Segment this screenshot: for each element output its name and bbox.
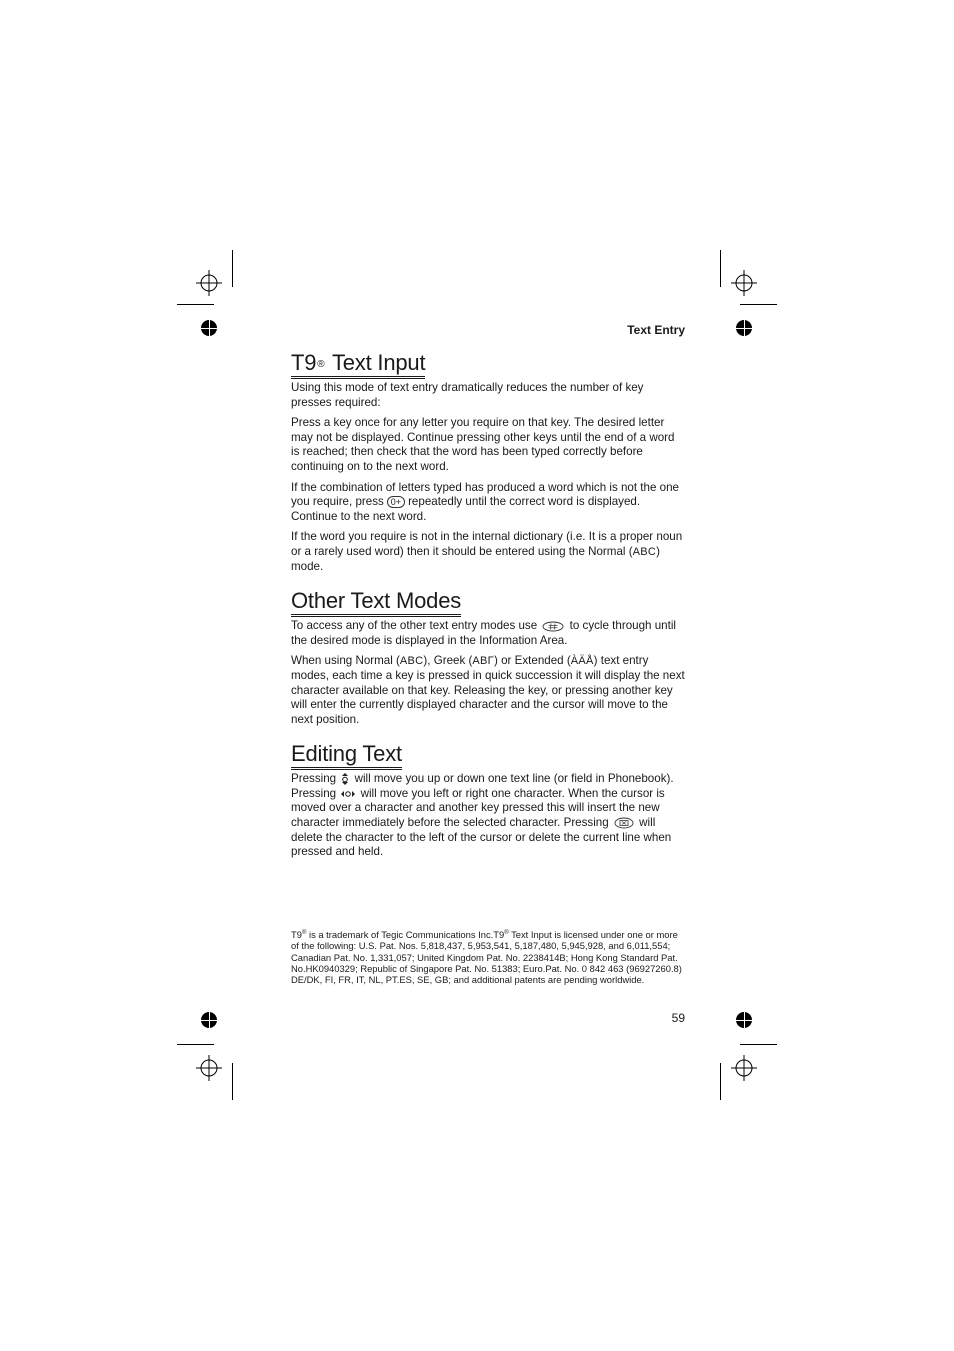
registration-target-icon <box>731 270 757 296</box>
extended-mode-icon: ÀÄÅ <box>570 655 594 668</box>
greek-mode-icon: ABΓ <box>472 655 495 668</box>
paragraph: When using Normal (ABC), Greek (ABΓ) or Extended (ÀÄÅ) text entry modes, each time a key is pressed in quick succession it will display the next character available on that key. Releasing the key, or pressing another key will enter the currently displayed character and the cursor will move to the next position. <box>291 654 685 726</box>
crop-mark <box>740 304 777 305</box>
page-number: 59 <box>671 1011 685 1025</box>
hash-key-icon <box>542 621 564 632</box>
abc-mode-icon: ABC <box>632 545 657 558</box>
page-content <box>291 350 685 866</box>
registration-dot-icon <box>736 320 752 336</box>
crop-mark <box>720 250 721 287</box>
registration-dot-icon <box>201 1012 217 1028</box>
registration-dot-icon <box>736 1012 752 1028</box>
crop-mark <box>720 1063 721 1100</box>
section-t9-text-input <box>291 350 685 574</box>
up-down-navigation-icon <box>341 773 349 785</box>
paragraph: Using this mode of text entry dramatically reduces the number of key presses required: <box>291 381 644 409</box>
crop-mark <box>232 1063 233 1100</box>
heading-t9-text-input: T9® Text Input <box>291 350 425 379</box>
abc-mode-icon: ABC <box>399 655 424 668</box>
section-editing-text <box>291 741 685 860</box>
registration-target-icon <box>196 1055 222 1081</box>
crop-mark <box>232 250 233 287</box>
paragraph: If the combination of letters typed has produced a word which is not the one you require, press 0+ repeatedly until the correct word is displayed. Continue to the next word. <box>291 480 679 523</box>
zero-plus-key-icon: 0+ <box>387 496 405 508</box>
crop-mark <box>740 1044 777 1045</box>
clear-key-icon <box>614 817 634 829</box>
paragraph: If the word you require is not in the internal dictionary (i.e. It is a proper noun or a rarely used word) then it should be entered using the Normal (ABC) mode. <box>291 530 683 573</box>
running-head: Text Entry <box>627 323 685 337</box>
footnote-trademark: T9® is a trademark of Tegic Communications Inc.T9® Text Input is licensed under one or more of the following: U.S. Pat. Nos. 5,818,437, 5,953,541, 5,187,480, 5,945,928, and 6,011,554; Canadian Pat. No. 1,331,057; United Kingdom Pat. No. 2238414B; Hong Kong Standard Pat. No.HK0940329; Republic of Singapore Pat. No. 51383; Euro.Pat. No. 0 842 463 (96927260.8) DE/DK, FI, FR, IT, NL, PT.ES, SE, GB; and additional patents are pending worldwide. <box>291 929 682 986</box>
heading-other-text-modes: Other Text Modes <box>291 588 461 617</box>
section-other-text-modes <box>291 588 685 727</box>
paragraph: To access any of the other text entry modes use to cycle through until the desired mode is displayed in the Information Area. <box>291 619 676 647</box>
registration-dot-icon <box>201 320 217 336</box>
registration-target-icon <box>731 1055 757 1081</box>
registration-target-icon <box>196 270 222 296</box>
paragraph: Press a key once for any letter you require on that key. The desired letter may not be displayed. Continue pressing other keys until the end of a word is reached; then check that the word has been typed correctly before continuing on to the next word. <box>291 416 675 473</box>
left-right-navigation-icon <box>341 790 355 798</box>
heading-editing-text: Editing Text <box>291 741 402 770</box>
crop-mark <box>177 304 214 305</box>
paragraph: Pressing will move you up or down one text line (or field in Phonebook). Pressing will move you left or right one character. When the cursor is moved over a character and another key pressed this will insert the new character immediately before the selected character. Pressing will delete the character to the left of the cursor or delete the current line when pressed and held. <box>291 772 674 859</box>
crop-mark <box>177 1044 214 1045</box>
